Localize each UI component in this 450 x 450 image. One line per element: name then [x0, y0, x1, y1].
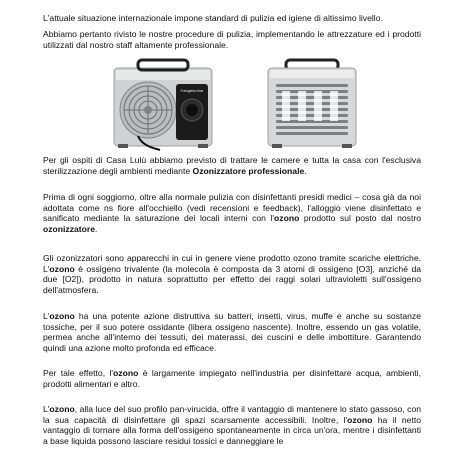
paragraph-action-text: ha una potente azione distruttiva su batteri, insetti, virus, muffe e anche su sostanze tossiche, per il suo potere ossidante (libera ossigeno nascente). Inoltre, essendo un gas volatile, permea anche all'interno dei tessuti, dei materassi, dei cuscini e delle imbottiture. Garantendo quindi una azione molto profonda ed efficace.	[43, 311, 421, 353]
device-panel-label: Fumigation time	[180, 89, 204, 93]
paragraph-before-stay-end: .	[95, 223, 98, 234]
ozono-highlight: ozono	[274, 213, 300, 224]
paragraph-virucidal-text-2: ha il netto vantaggio di tornare alla forma dell'ossigeno spontaneamente in circa un'ora, mentre i disinfettanti a base liquida possono lasciare residui tossici e danneggiare le	[43, 414, 421, 446]
paragraph-intro	[43, 13, 421, 24]
ozonizer-side-photo	[262, 58, 362, 152]
paragraph-treatment-end: .	[304, 165, 307, 176]
paragraph-ozonizer-treatment	[43, 155, 421, 176]
paragraph-virucidal-start: L'	[43, 404, 50, 414]
paragraph-procedures	[43, 29, 421, 50]
ozonizzatore-highlight: ozonizzatore	[43, 223, 96, 234]
paragraph-pan-virucidal	[43, 404, 421, 446]
paragraph-virucidal-text: , alla luce del suo profilo pan-virucida, offre il vantaggio di mantenere lo stato gassoso, con la sua capacità di disinfettare gli spazi scarsamente accessibili. Inoltre, l'	[43, 404, 421, 425]
ozonizer-highlight: Ozonizzatore professionale	[192, 165, 305, 176]
paragraph-what-are-ozonizers	[43, 253, 421, 295]
paragraph-intro-text: L'attuale situazione internazionale impone standard di pulizia ed igiene di altissimo livello.	[43, 13, 383, 23]
paragraph-ozone-action	[43, 311, 421, 353]
paragraph-ozonizers-text: Gli ozonizzatori sono apparecchi in cui in genere viene prodotto ozono tramite scariche elettriche. L'	[43, 253, 421, 274]
paragraph-before-stay-text-2: prodotto sul posto dal nostro	[299, 213, 421, 224]
ozono-highlight: ozono	[49, 263, 75, 274]
paragraph-industry-start: Per tale effetto, l'	[43, 368, 114, 378]
ozono-highlight: ozono	[347, 414, 373, 425]
paragraph-industry-text: è largamente impiegato nell'industria per disinfettare acqua, ambienti, prodotti alimentari e altro.	[43, 368, 421, 389]
ozonizer-front-photo	[108, 58, 218, 152]
paragraph-ozonizers-text-2: è ossigeno trivalente (la molecola è composta da 3 atomi di ossigeno [O3], anziché da due [O2]), prodotto in natura soprattutto per effetto dei raggi solari ultravioletti sull'ossigeno dell'atmosfera.	[43, 263, 421, 295]
ozono-highlight: ozono	[113, 368, 139, 378]
ozonizer-photos	[0, 58, 450, 154]
paragraph-industry-use	[43, 368, 421, 389]
paragraph-before-stay	[43, 192, 421, 234]
paragraph-procedures-text: Abbiamo pertanto rivisto le nostre procedure di pulizia, implementando le attrezzature ed i prodotti utilizzati dal nostro staff altamente professionale.	[43, 29, 421, 50]
ozono-highlight: ozono	[49, 404, 75, 414]
paragraph-before-stay-text: Prima di ogni soggiorno, oltre alla normale pulizia con disinfettanti presidi medici – cosa già da noi adottata come ns fiore all'occhiello (vedi recensioni e feedback), l'alloggio viene disinfettato e sanificato mediante la saturazione dei locali interni con l'	[43, 192, 421, 224]
ozono-highlight: ozono	[49, 311, 75, 321]
paragraph-treatment-text: Per gli ospiti di Casa Lulù abbiamo previsto di trattare le camere e tutta la casa con l'esclusiva sterilizzazione degli ambienti mediante	[43, 155, 421, 176]
paragraph-action-start: L'	[43, 311, 50, 321]
